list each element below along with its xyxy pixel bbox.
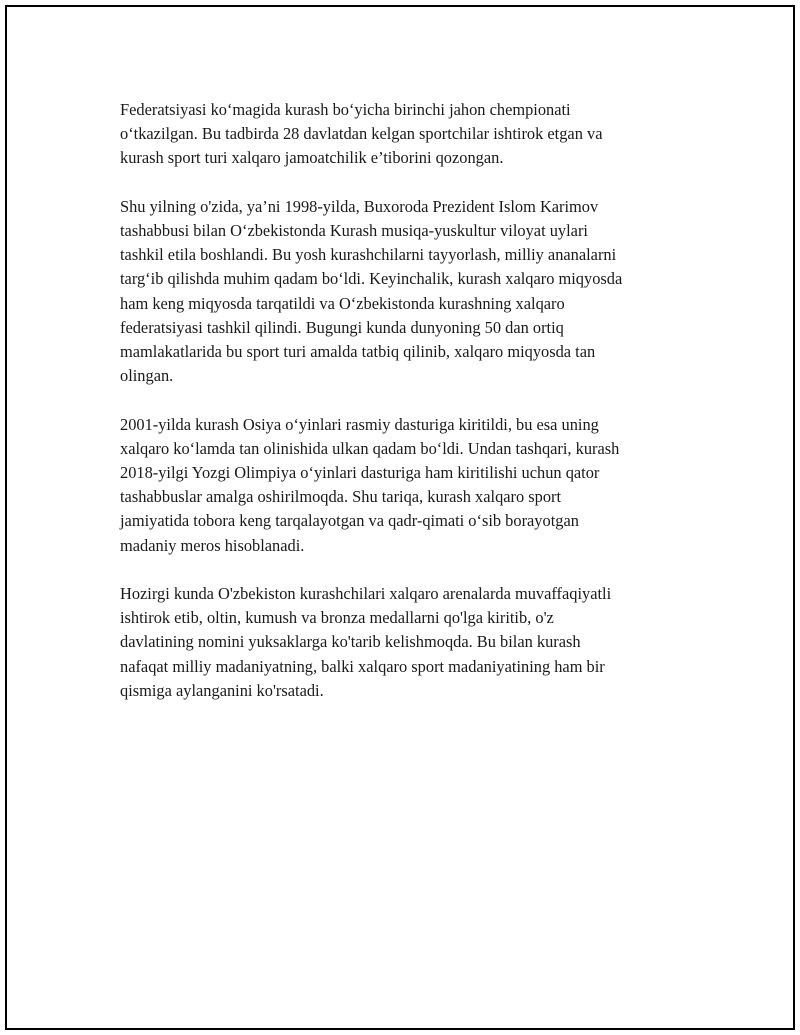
paragraph-3: 2001-yilda kurash Osiya oʻyinlari rasmiy dasturiga kiritildi, bu esa uning xalqaro koʻlamda tan olinishida ulkan qadam boʻldi. Undan tashqari, kurash 2018-yilgi Yozgi Olimpiya oʻyinlari dasturiga ham kiritilishi uchun qator tashabbuslar amalga oshirilmoqda. Shu tariqa, kurash xalqaro sport jamiyatida tobora keng tarqalayotgan va qadr-qimati oʻsib borayotgan madaniy meros hisoblanadi. bbox=[120, 414, 620, 555]
paragraph-2: Shu yilning o'zida, ya’ni 1998-yilda, Buxoroda Prezident Islom Karimov tashabbusi bilan Oʻzbekistonda Kurash musiqa-yuskultur viloyat uylari tashkil etila boshlandi. Bu yosh kurashchilarni tayyorlash, milliy ananalarni targʻib qilishda muhim qadam boʻldi. Keyinchalik, kurash xalqaro miqyosda ham keng miqyosda tarqatildi va Oʻzbekistonda kurashning xalqaro federatsiyasi tashkil qilindi. Bugungi kunda dunyoning 50 dan ortiq mamlakatlarida bu sport turi amalda tatbiq qilinib, xalqaro miqyosda tan olingan. bbox=[120, 196, 623, 386]
document-body bbox=[120, 98, 700, 727]
paragraph-1: Federatsiyasi koʻmagida kurash boʻyicha birinchi jahon chempionati oʻtkazilgan. Bu tadbirda 28 davlatdan kelgan sportchilar ishtirok etgan va kurash sport turi xalqaro jamoatchilik e’tiborini qozongan. bbox=[120, 100, 603, 168]
paragraph-4: Hozirgi kunda O'zbekiston kurashchilari xalqaro arenalarda muvaffaqiyatli ishtirok etib, oltin, kumush va bronza medallarni qo'lga kiritib, o'z davlatining nomini yuksaklarga ko'tarib kelishmoqda. Bu bilan kurash nafaqat milliy madaniyatning, balki xalqaro sport madaniyatining ham bir qismiga aylanganini ko'rsatadi. bbox=[120, 584, 612, 700]
page-frame bbox=[5, 5, 795, 1030]
